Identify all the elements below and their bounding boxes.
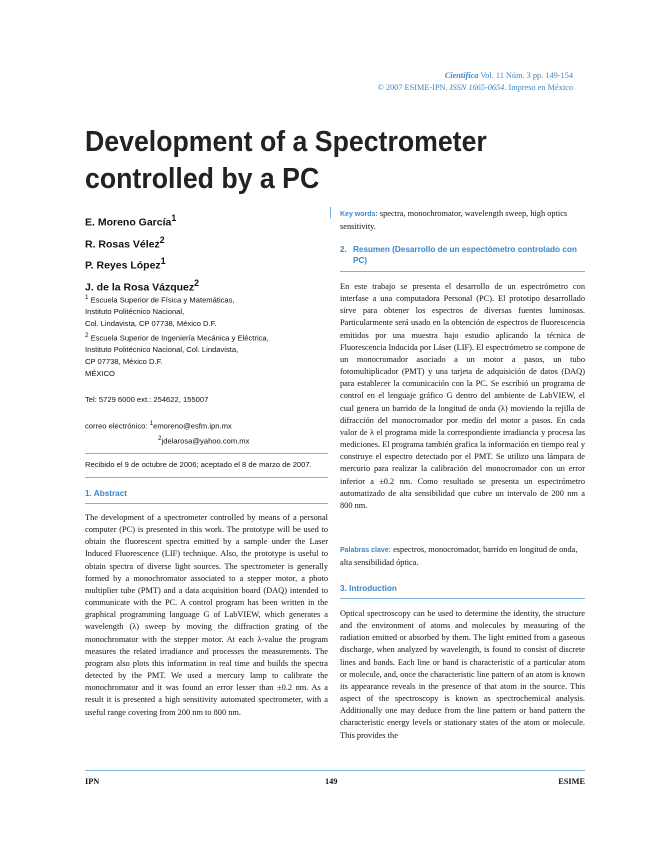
copyright-text: © 2007 ESIME-IPN.	[377, 83, 450, 92]
email-line	[85, 418, 249, 433]
email-line	[85, 433, 249, 448]
author-name: R. Rosas Vélez	[85, 238, 160, 250]
journal-header	[377, 70, 573, 94]
column-marker	[330, 207, 331, 218]
keywords-label: Key words:	[340, 211, 378, 218]
volume-pages: Vol. 11 Núm. 3 pp. 149-154	[478, 71, 573, 80]
affiliation-line: Instituto Politécnico Nacional,	[85, 307, 185, 317]
affiliation-text: Escuela Superior de Física y Matemáticas,	[88, 295, 235, 305]
affiliation-mark: 2	[194, 277, 199, 288]
journal-name: Científica	[444, 71, 479, 80]
author-name: E. Moreno García	[85, 216, 172, 229]
affiliation-mark: 2	[159, 234, 165, 245]
keywords	[340, 208, 585, 233]
affiliation-line: MÉXICO	[85, 368, 115, 378]
paper-title: Development of a Spectrometer controlled by a PC	[85, 126, 487, 195]
email-address[interactable]: jdelarosa@yahoo.com.mx	[161, 436, 250, 446]
resumen-body	[340, 281, 585, 512]
printed-in: . Impreso en México	[504, 83, 573, 92]
email-mark: 2	[158, 434, 162, 442]
affiliation-line	[85, 330, 320, 344]
footer-divider	[85, 770, 585, 771]
author	[85, 210, 199, 232]
footer-right: ESIME	[558, 777, 585, 786]
palabras-text: espectros, monocromador, barrido en longitud de onda, alta sensibilidad óptica.	[340, 545, 578, 568]
divider	[340, 271, 585, 272]
footer-left: IPN	[85, 777, 100, 786]
copyright-line	[377, 82, 573, 94]
introduction-heading: 3. Introduction	[340, 584, 397, 593]
palabras-label: Palabras clave:	[340, 547, 391, 554]
abstract-text: The development of a spectrometer controlled by means of a personal computer (PC) is presented in this work. The prototype will be used to obtain the fluorescent spectra emitted by a sample under the Laser Induced Fluorescence (LIF) technique. Also, the prototype is useful to obtain spectra of diverse light sources. The spectrometer is generally formed by a monochromator associated to a stepper motor, a photo multiplier tube (PMT) and a data acquisition board (DAQ) intended to communicate with the PC. A control program has been written in the graphical programming language G of LabVIEW, which generates a wavelength (λ) sweep by moving the diffraction grating of the monochromator with the stepper motor. At each λ-value the program measures the related irradiance and processes the measurements. The program also plots this information in real time and builds the spectra detected by the PMT. We used a mercury lamp to calibrate the monochromator and it was found an error lesser than ±0.2 nm. As a result it is presented a high sensitivity automated spectrometer, with a useful range covering from 200 nm to 800 nm.	[85, 513, 328, 717]
received-date: Recibido el 9 de octubre de 2006; aceptado el 8 de marzo de 2007.	[85, 460, 312, 469]
keywords-text: spectra, monochromator, wavelength sweep, high optics sensitivity.	[340, 209, 568, 232]
divider	[85, 453, 328, 454]
email-label: correo electrónico:	[85, 421, 150, 431]
palabras-clave	[340, 544, 585, 569]
divider	[340, 598, 585, 599]
affiliation-line: Col. Lindavista, CP 07738, México D.F.	[85, 319, 217, 329]
author	[85, 253, 199, 275]
affiliation-line	[85, 292, 320, 306]
affiliation-mark: 1	[171, 213, 177, 223]
divider	[85, 477, 328, 478]
divider	[85, 503, 328, 504]
section-title: Resumen (Desarrollo de un espectómetro controlado con PC)	[353, 245, 577, 265]
author-list	[85, 210, 199, 296]
abstract-heading: 1. Abstract	[85, 489, 128, 498]
resumen-heading	[340, 244, 585, 266]
journal-citation	[377, 70, 573, 82]
affiliation-mark: 1	[160, 256, 166, 266]
telephone: Tel: 5729 6000 ext.: 254622, 155007	[85, 395, 209, 404]
author	[85, 232, 199, 254]
affiliation-line: CP 07738, México D.F.	[85, 357, 163, 367]
abstract-body	[85, 512, 328, 719]
resumen-text: En este trabajo se presenta el desarrollo de un espectrómetro con interfase a una computadora Personal (PC). El prototipo desarrollado sirve para obtener los espectros de diversas fuentes luminosas. Particularmente será usado en la obtención de espectros de fluorescencia emitidos por una muestra bajo estudio aplicando la técnica de Fluorescencia Inducida por Láser (LIF). El espectrómetro se compone de un monocromador asociado a un motor a pasos, un tubo fotomultiplicador (PMT) y una tarjeta de adquisición de datos (DAQ) para establecer la comunicación con la PC. Se escribió un programa de control en el lenguaje gráfico G dentro del ambiente de LabVIEW, el cual genera un barrido de la longitud de onda (λ) moviendo la rejilla de difracción del monocromador por medio del motor a pasos. En cada valor de λ el programa mide la correspondiente irradiancia y procesa las mediciones. El programa también grafica la información en tiempo real y construye el espectro detectado por el PMT. Se utilizo una lámpara de mercurio para realizar la calibración del monocromador con un error inferior a ±0.2 nm. Como resultado se presenta un espectrómetro automatizado de alta sensibilidad que cubre un intervalo de 200 nm a 800 nm.	[340, 282, 585, 510]
email-mark: 1	[149, 420, 154, 427]
email-block	[85, 418, 249, 447]
affiliation-text: Escuela Superior de Ingeniería Mecánica y Eléctrica,	[88, 333, 269, 343]
page-number: 149	[325, 777, 338, 786]
section-number: 2.	[340, 245, 347, 254]
affiliation-mark: 2	[85, 331, 89, 339]
affiliations	[85, 292, 320, 380]
email-address[interactable]: emoreno@esfm.ipn.mx	[153, 421, 232, 431]
affiliation-line: Instituto Politécnico Nacional, Col. Lindavista,	[85, 345, 239, 355]
author-name: J. de la Rosa Vázquez	[85, 281, 195, 293]
introduction-body	[340, 608, 585, 742]
author-name: P. Reyes López	[85, 259, 161, 272]
affiliation-mark: 1	[85, 294, 89, 301]
introduction-text: Optical spectroscopy can be used to determine the identity, the structure and the environment of atoms and molecules by measuring of the radiation emitted or absorbed by them. The light emitted from a gaseous discharge, when analyzed by wavelength, is found to consist of discrete lines and bands. Each line or band is characteristic of a particular atom or molecule, and, once the characteristic line pattern of an atom is known its appearance reveals in the presence of that atom in the source. This aspect of the spectroscopy is known as spectrochemical analysis. Additionally one may deduce from the line pattern or band pattern the characteristic energy levels or stationary states of the atom or molecule. This provides the	[340, 609, 585, 740]
issn: ISSN 1665-0654	[449, 83, 505, 92]
